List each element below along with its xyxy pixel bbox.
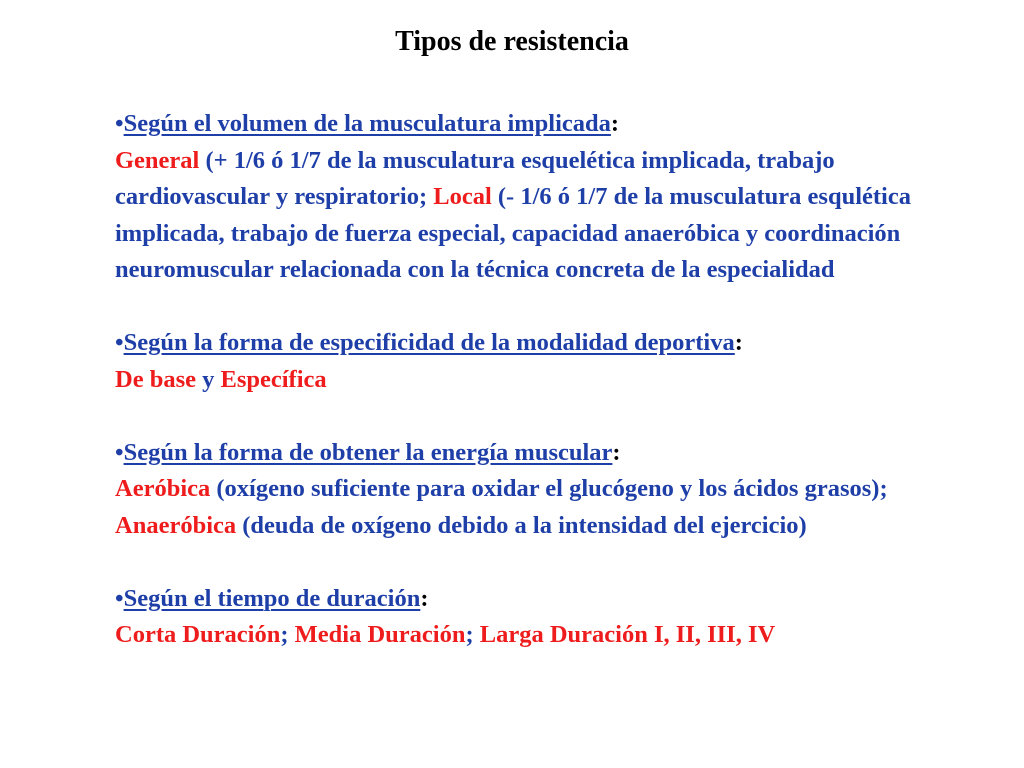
- section-especificidad: [115, 325, 965, 398]
- term-corta-duracion: Corta Duración: [115, 621, 281, 648]
- separator: ;: [465, 621, 480, 648]
- section-heading: Según la forma de especificidad de la modalidad deportiva: [123, 329, 735, 356]
- heading-colon: :: [734, 329, 743, 356]
- section-heading-line: [115, 325, 965, 362]
- section-energia: [115, 435, 965, 545]
- section-heading: Según la forma de obtener la energía muscular: [123, 438, 613, 466]
- heading-colon: :: [612, 438, 621, 466]
- term-anaerobica: Anaeróbica: [115, 511, 237, 539]
- bullet-icon: •: [115, 584, 124, 612]
- bullet-icon: •: [115, 438, 124, 466]
- section-body: [115, 617, 965, 654]
- term-larga-duracion: Larga Duración I, II, III, IV: [479, 621, 776, 648]
- section-heading: Según el volumen de la musculatura implicada: [123, 110, 611, 137]
- term-local: Local: [433, 183, 492, 210]
- section-body: [115, 362, 965, 399]
- section-heading-line: [115, 435, 965, 472]
- section-body: [115, 143, 965, 289]
- separator: ;: [280, 621, 295, 648]
- section-duracion: [115, 581, 965, 654]
- term-de-base: De base: [115, 365, 196, 393]
- section-heading-line: [115, 106, 965, 143]
- heading-colon: :: [610, 110, 620, 137]
- bullet-icon: •: [115, 329, 124, 356]
- text-general: (+ 1/6 ó 1/7 de la musculatura esquelética implicada, trabajo cardiovascular y respiratorio;: [115, 146, 835, 210]
- section-heading: Según el tiempo de duración: [123, 584, 421, 612]
- text-aerobica: (oxígeno suficiente para oxidar el glucógeno y los ácidos grasos);: [210, 475, 888, 502]
- connector-y: y: [195, 365, 221, 393]
- term-especifica: Específica: [220, 365, 327, 393]
- slide-content: [115, 106, 965, 654]
- section-body: [115, 471, 965, 544]
- term-aerobica: Aeróbica: [115, 475, 211, 502]
- heading-colon: :: [420, 584, 429, 612]
- text-local: (- 1/6 ó 1/7 de la musculatura esqulética implicada, trabajo de fuerza especial, capacidad anaeróbica y coordinación neuromuscular relacionada con la técnica concreta de la especialidad: [115, 183, 911, 283]
- term-general: General: [115, 146, 200, 174]
- section-volumen: [115, 106, 965, 289]
- bullet-icon: •: [115, 110, 124, 137]
- slide-title: Tipos de resistencia: [395, 26, 629, 57]
- text-anaerobica: (deuda de oxígeno debido a la intensidad del ejercicio): [236, 511, 807, 539]
- term-media-duracion: Media Duración: [294, 621, 466, 648]
- section-heading-line: [115, 581, 965, 618]
